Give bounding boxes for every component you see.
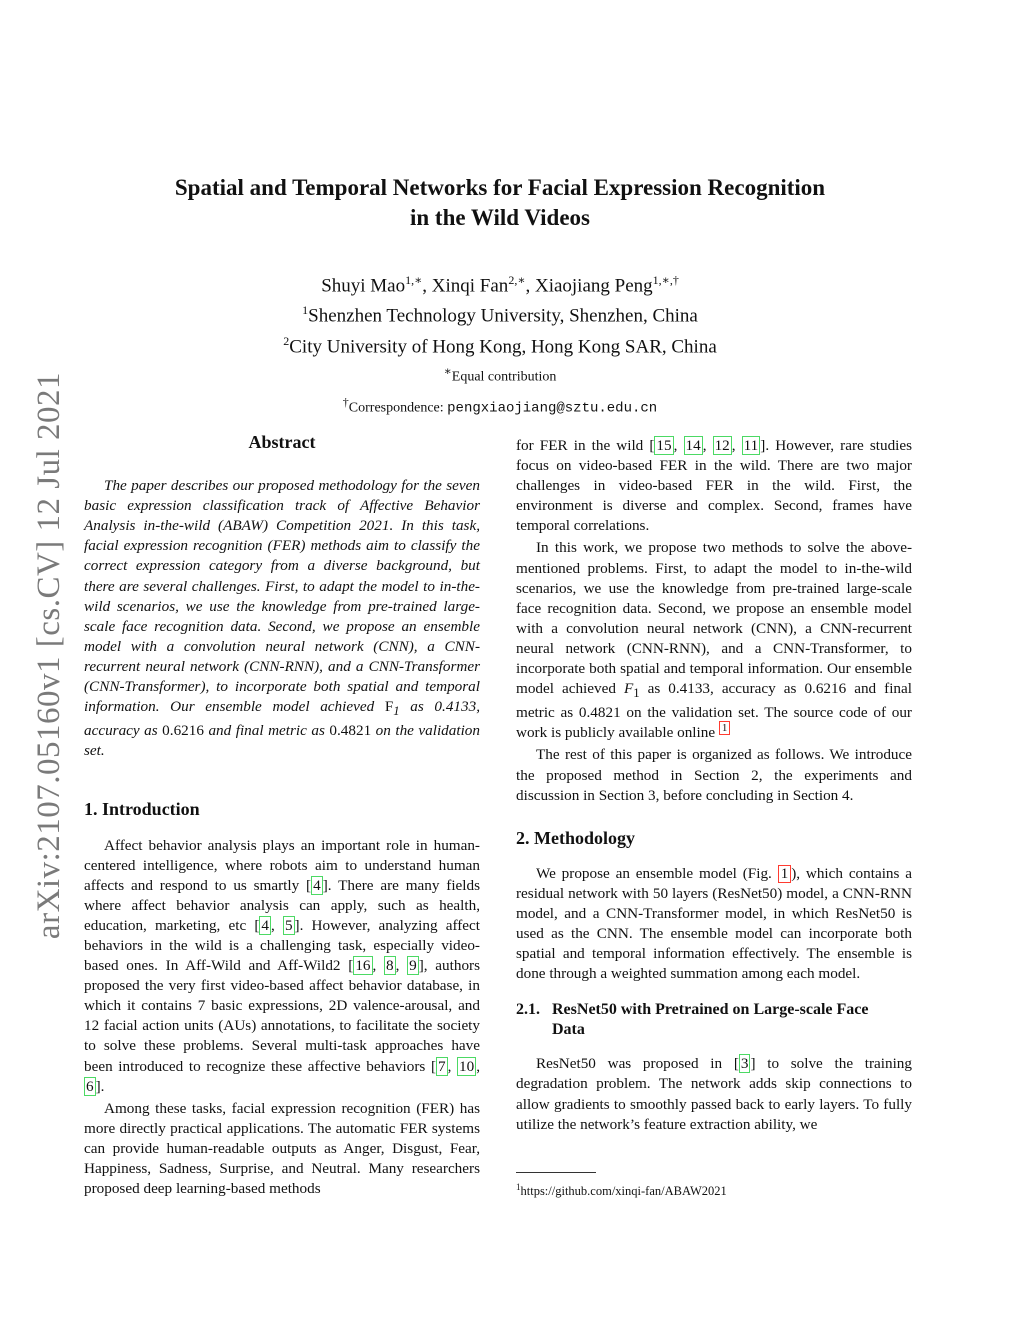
introduction-heading: 1. Introduction (84, 799, 200, 820)
correspondence-email[interactable]: pengxiaojiang@sztu.edu.cn (447, 400, 658, 417)
right-paragraph-2: In this work, we propose two methods to solve the above-mentioned problems. First, to adapt the model to in-the-wild scenarios, we use the knowledge from pre-trained large-scale face recognition data. Second, we propose an ensemble model with a convolution neural network (CNN), a CNN-recurrent neural network (CNN-RNN), and a CNN-Transformer, to incorporate both spatial and temporal information. Our ensemble model achieved $F_1$ as 0.4133, accuracy as 0.6216 and final metric as 0.4821 on the validation set. The source code of our work is publicly available online $^1$ (516, 539, 912, 742)
arxiv-identifier-stamp (30, 365, 70, 945)
resnet-paragraph: ResNet50 was proposed in [ 3 ] to solve the training degradation problem. The network adds skip connections to allow gradients to smoothly passed back to early layers. To fully utilize the network’s feature extraction ability, we (516, 1055, 912, 1133)
citation-link[interactable]: 12 (714, 437, 730, 454)
methodology-paragraph: We propose an ensemble model (Fig. 1 ), which contains a residual network with 50 layers (ResNet50) model, a CNN-RNN model, and a CNN-Transformer model, in which ResNet50 is used as the CNN. The ensemble model can incorporate both spatial and temporal information effectively. The ensemble is done through a weighted summation among each model. (516, 864, 912, 983)
intro-paragraph-1: Affect behavior analysis plays an important role in human-centered intelligence, where robots aim to understand human affects and respond to us smartly [ 4 ]. There are many fields where affect behavior analysis can apply, such as health, education, marketing, etc [ 4 , 5 ]. However, analyzing affect behaviors in the wild is a challenging task, especially video-based ones. In Aff-Wild and Aff-Wild2 [ 16 , 8 , 9 ], authors proposed the very first video-based affect behavior database, in which it contains 7 basic expressions, 2D valence-arousal, and 12 facial action units (AUs) annotations, to facilitate the society to solve these problems. Several multi-task approaches have been introduced to recognize these affective behaviors [ 7 , 10 , 6 ]. (84, 836, 481, 1095)
title-line-1: Spatial and Temporal Networks for Facial Expression Recognition (174, 175, 826, 200)
author-names: Shuyi Mao$^{1,∗}$, Xinqi Fan$^{2,∗}$, Xiaojiang Peng$^{1,∗,\dagger}$ (321, 273, 679, 297)
footnote: $^1$https://github.com/xinqi-fan/ABAW2021 (516, 1172, 912, 1199)
figure-link[interactable]: 1 (778, 865, 792, 883)
right-paragraph-3: The rest of this paper is organized as follows. We introduce the proposed method in Section 2, the experiments and discussion in Section 3, before concluding in Section 4. (516, 746, 912, 804)
author-2: Xinqi Fan (431, 275, 509, 297)
citation-link[interactable]: 3 (740, 1055, 749, 1073)
paper-title (100, 173, 900, 233)
citation-link[interactable]: 9 (409, 957, 417, 975)
citation-link[interactable]: 14 (685, 437, 701, 454)
methodology-heading: 2. Methodology (516, 827, 635, 848)
citation-link[interactable]: 4 (261, 916, 269, 934)
author-1-sup: 1,∗ (405, 273, 423, 287)
footnote-url[interactable]: https://github.com/xinqi-fan/ABAW2021 (520, 1184, 727, 1199)
citation-link[interactable]: 8 (386, 957, 394, 975)
correspondence-note: †Correspondence: pengxiaojiang@sztu.edu.cn (342, 394, 658, 417)
right-paragraph-1: for FER in the wild [ 15 , 14 , 12 , 11 ]. However, rare studies focus on video-based FER in the wild. There are two major challenges in video-based FER in the wild. First, the environment is diverse and complex. Second, frames have temporal correlations. (516, 437, 913, 535)
subsection-heading: 2.1. ResNet50 with Pretrained on Large-scale Face Data (516, 1001, 869, 1039)
citation-link[interactable]: 7 (438, 1057, 446, 1075)
abstract-heading: Abstract (248, 432, 316, 452)
arxiv-identifier-text: arXiv:2107.05160v1 [cs.CV] 12 Jul 2021 (31, 371, 68, 939)
citation-link[interactable]: 6 (86, 1077, 94, 1095)
author-block (150, 268, 850, 420)
equal-contribution-note: ∗Equal contribution (443, 363, 557, 385)
author-2-sup: 2,∗ (508, 273, 526, 287)
citation-link[interactable]: 5 (284, 916, 293, 934)
citation-link[interactable]: 10 (459, 1057, 475, 1075)
intro-paragraph-2: Among these tasks, facial expression recognition (FER) has more directly practical applications. The automatic FER systems can provide human-readable outputs as Anger, Disgust, Fear, Happiness, Sadness, Surprise, and Neutral. Many researchers proposed deep learning-based methods (84, 1099, 480, 1198)
author-3-sup: 1,∗,† (652, 273, 679, 287)
right-column (516, 436, 912, 1135)
title-line-2: in the Wild Videos (409, 205, 590, 230)
left-column (84, 432, 480, 1199)
citation-link[interactable]: 15 (656, 437, 672, 454)
affiliation-1: $^1$Shenzhen Technology University, Shenzhen, China (302, 303, 698, 327)
footnote-rule (516, 1172, 596, 1173)
author-1: Shuyi Mao (321, 275, 406, 297)
citation-link[interactable]: 4 (313, 876, 321, 894)
citation-link[interactable]: 16 (355, 957, 371, 975)
author-3: Xiaojiang Peng (534, 275, 653, 297)
citation-link[interactable]: 11 (743, 437, 759, 454)
affiliation-2: $^2$City University of Hong Kong, Hong Kong SAR, China (283, 333, 717, 357)
abstract-text: The paper describes our proposed methodology for the seven basic expression classification track of Affective Behavior Analysis in-the-wild (ABAW) Competition 2021. In this task, facial expression recognition (FER) methods aim to classify the correct expression category from a diverse background, but there are several challenges. First, to adapt the model to in-the-wild scenarios, we use the knowledge from pre-trained large-scale face recognition data. Second, we propose an ensemble model with a convolution neural network (CNN), a CNN-recurrent neural network (CNN-RNN), and a CNN-Transformer (CNN-Transformer), to incorporate both spatial and temporal information. Our ensemble model achieved $F_1$ as 0.4133, accuracy as 0.6216 and final metric as 0.4821 on the validation set. (84, 477, 480, 760)
footnote-link[interactable]: 1 (719, 721, 731, 735)
